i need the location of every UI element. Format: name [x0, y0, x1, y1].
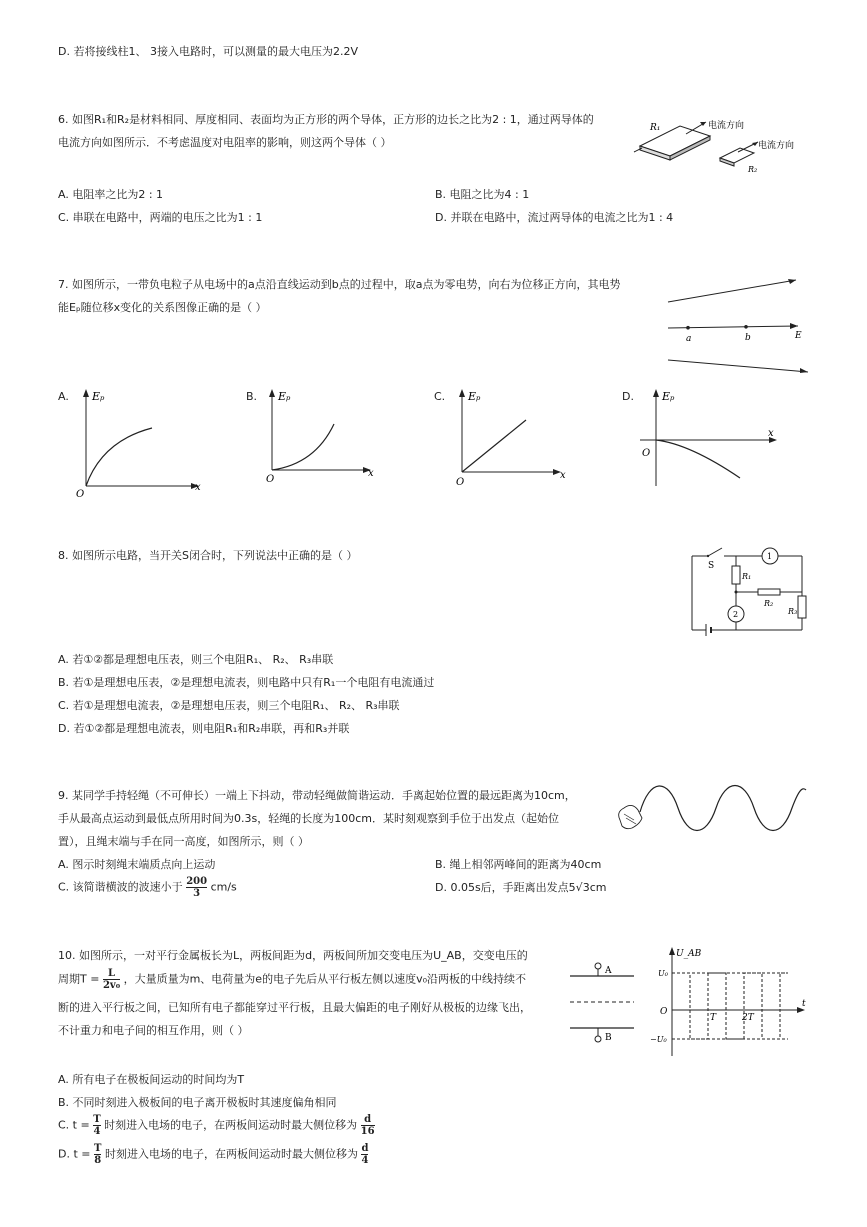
q8-option-b: B. 若①是理想电压表，②是理想电流表，则电路中只有R₁一个电阻有电流通过 [58, 676, 435, 689]
q10-period-denominator: 2v₀ [102, 980, 121, 991]
q7-field-lines [664, 274, 814, 378]
q7-graph-a-xlabel: x [195, 482, 201, 493]
q7-graph-b-xlabel: x [368, 468, 374, 479]
q8-option-d: D. 若①②都是理想电流表，则电阻R₁和R₂串联，再和R₃并联 [58, 722, 350, 735]
q8-switch-label: S [708, 561, 715, 571]
q10-option-d-label: D. t = [58, 1147, 91, 1161]
q7-stem-line1: 7. 如图所示，一带负电粒子从电场中的a点沿直线运动到b点的过程中，取a点为零电势，向右为位移正方向，其电势 [58, 278, 621, 291]
q9-option-a: A. 图示时刻绳末端质点向上运动 [58, 858, 216, 871]
q10-plate-a-label: A [605, 966, 612, 976]
q6-stem-line1: 6. 如图R₁和R₂是材料相同、厚度相同、表面均为正方形的两个导体，正方形的边长之比为2 : 1，通过两导体的 [58, 113, 594, 126]
q10-option-a: A. 所有电子在极板间运动的时间均为T [58, 1073, 245, 1086]
q7-graph-d-xlabel: x [768, 428, 774, 439]
q7-label-e: E [795, 331, 802, 341]
q10-period-label: 周期T = [58, 972, 100, 986]
q7-graph-b-option: B. [246, 390, 258, 403]
q10-option-d-time-fraction [94, 1143, 101, 1166]
q6-option-b: B. 电阻之比为4 : 1 [435, 188, 530, 201]
q7-stem-line2: 能Eₚ随位移x变化的关系图像正确的是（ ） [58, 301, 267, 314]
q6-conductors-figure [628, 112, 808, 178]
q10-option-d-time-denominator: 8 [94, 1155, 102, 1166]
q8-r1-label: R₁ [742, 572, 752, 581]
q10-graph-origin-label: O [660, 1007, 668, 1017]
q10-option-c-text: 时刻进入电场的电子，在两板间运动时最大侧位移为 [104, 1118, 358, 1132]
q7-graph-d-ylabel: Eₚ [662, 390, 675, 403]
q10-stem-line3: 断的进入平行板之间，已知所有电子都能穿过平行板，且最大偏距的电子刚好从极板的边缘飞出， [58, 1001, 531, 1014]
q7-graph-a-origin: O [76, 489, 85, 500]
q10-stem-line1: 10. 如图所示，一对平行金属板长为L，两板间距为d，两板间所加交变电压为U_AB，交变电压的 [58, 949, 528, 962]
q10-option-d-displacement-fraction [361, 1143, 368, 1166]
q10-option-c [58, 1114, 375, 1137]
q10-option-c-time-fraction [93, 1114, 100, 1137]
q9-option-d: D. 0.05s后，手距离出发点5√3cm [435, 881, 607, 894]
q7-graph-c-xlabel: x [560, 470, 566, 481]
q10-period-numerator: L [108, 968, 116, 979]
q8-meter2-label: 2 [733, 610, 739, 619]
q6-arrow-label-1: 电流方向 [708, 121, 745, 131]
q8-circuit [686, 544, 816, 638]
q10-option-d-text: 时刻进入电场的电子，在两板间运动时最大侧位移为 [104, 1147, 358, 1161]
q7-graph-c [450, 386, 575, 488]
q6-option-d: D. 并联在电路中，流过两导体的电流之比为1 : 4 [435, 211, 674, 224]
q7-label-b: b [745, 333, 751, 343]
q7-graph-d-option: D. [622, 390, 634, 403]
q6-label-r2: R₂ [748, 165, 758, 174]
q10-graph-y-label: U_AB [676, 949, 702, 959]
q9-option-c-text: C. 该简谐横波的波速小于 [58, 880, 183, 894]
q9-stem-line3: 置），且绳末端与手在同一高度，如图所示，则（ ） [58, 835, 309, 848]
q6-label-r1: R₁ [650, 123, 661, 133]
q10-graph-neg-u0-label: −U₀ [650, 1035, 667, 1044]
q7-graph-d [640, 386, 780, 490]
q9-stem-line1: 9. 某同学手持轻绳（不可伸长）一端上下抖动，带动轻绳做简谐运动．手离起始位置的最远距离为10cm， [58, 789, 576, 802]
q7-graph-c-origin: O [456, 477, 465, 488]
q7-graph-b-ylabel: Eₚ [278, 390, 291, 403]
q6-option-c: C. 串联在电路中，两端的电压之比为1 : 1 [58, 211, 263, 224]
q10-plate-b-label: B [605, 1033, 612, 1043]
q6-option-a: A. 电阻率之比为2 : 1 [58, 188, 164, 201]
q7-graph-a-ylabel: Eₚ [92, 390, 105, 403]
q10-plates-figure [568, 960, 640, 1046]
q10-period-fraction [103, 968, 120, 991]
q7-graph-a [72, 386, 207, 498]
q6-stem-line2: 电流方向如图所示．不考虑温度对电阻率的影响，则这两个导体（ ） [58, 136, 392, 149]
q8-option-c: C. 若①是理想电流表，②是理想电压表，则三个电阻R₁、 R₂、 R₃串联 [58, 699, 400, 712]
q10-option-d-disp-numerator: d [361, 1143, 369, 1154]
q10-option-c-time-numerator: T [93, 1114, 101, 1125]
q9-option-c-unit: cm/s [210, 880, 237, 894]
q10-graph-x-label: t [802, 999, 806, 1009]
q8-r3-label: R₃ [788, 607, 798, 616]
q10-graph-2t-label: 2T [742, 1013, 754, 1023]
q7-graph-c-option: C. [434, 390, 446, 403]
q10-option-b: B. 不同时刻进入极板间的电子离开极板时其速度偏角相同 [58, 1096, 337, 1109]
q6-arrow-label-2: 电流方向 [758, 141, 795, 151]
q9-option-c [58, 876, 237, 899]
q9-option-c-denominator: 3 [186, 887, 207, 899]
q10-option-d-disp-denominator: 4 [361, 1155, 369, 1166]
q7-graph-c-ylabel: Eₚ [468, 390, 481, 403]
q9-stem-line2: 手从最高点运动到最低点所用时间为0.3s，轻绳的长度为100cm．某时刻观察到手位于出发点（起始位 [58, 812, 559, 825]
q10-option-d [58, 1143, 368, 1166]
q8-meter1-label: 1 [767, 552, 773, 561]
q7-label-a: a [686, 334, 692, 344]
q7-graph-a-option: A. [58, 390, 69, 403]
q7-graph-b-origin: O [266, 474, 275, 485]
q10-graph-u0-label: U₀ [658, 969, 668, 978]
q10-option-c-disp-numerator: d [364, 1114, 372, 1125]
q10-option-c-displacement-fraction [361, 1114, 375, 1137]
q8-option-a: A. 若①②都是理想电压表，则三个电阻R₁、 R₂、 R₃串联 [58, 653, 334, 666]
q10-option-c-disp-denominator: 16 [360, 1126, 375, 1137]
q9-option-c-numerator: 200 [186, 876, 208, 887]
q9-option-c-fraction [186, 876, 207, 899]
q10-option-c-label: C. t = [58, 1118, 90, 1132]
q5-option-d: D. 若将接线柱1、 3接入电路时，可以测量的最大电压为2.2V [58, 45, 358, 58]
q7-graph-d-origin: O [642, 448, 651, 459]
q9-option-b: B. 绳上相邻两峰间的距离为40cm [435, 858, 602, 871]
q8-stem: 8. 如图所示电路，当开关S闭合时，下列说法中正确的是（ ） [58, 549, 358, 562]
q10-option-d-time-numerator: T [94, 1143, 102, 1154]
q10-stem-line2 [58, 968, 526, 991]
q8-r2-label: R₂ [764, 599, 774, 608]
q10-stem-line2-text: ，大量质量为m、电荷量为e的电子先后从平行板左侧以速度v₀沿两板的中线持续不 [123, 972, 526, 986]
q10-option-c-time-denominator: 4 [93, 1126, 101, 1137]
q10-graph-t-label: T [710, 1013, 717, 1023]
q10-stem-line4: 不计重力和电子间的相互作用，则（ ） [58, 1024, 249, 1037]
q7-graph-b [260, 386, 380, 486]
q10-voltage-graph [648, 944, 813, 1060]
q9-rope-wave-figure [612, 784, 812, 838]
